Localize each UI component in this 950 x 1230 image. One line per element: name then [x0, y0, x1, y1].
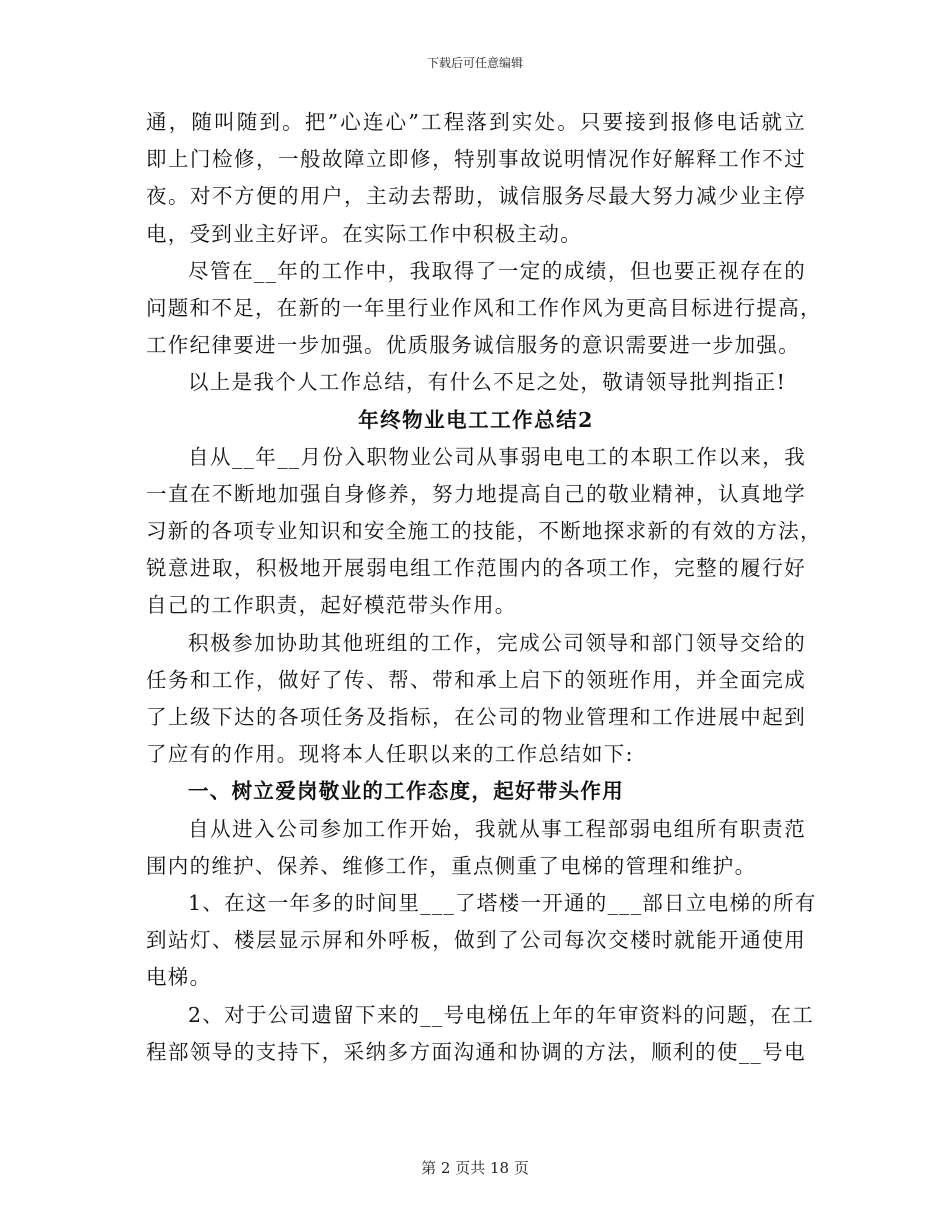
text-line: 程部领导的支持下，采纳多方面沟通和协调的方法，顺利的使__号电: [146, 1039, 806, 1064]
document-body: [146, 104, 822, 1071]
text-line: 以上是我个人工作总结，有什么不足之处，敬请领导批判指正!: [188, 370, 787, 395]
page-footer: 第 2 页共 18 页: [421, 1159, 529, 1177]
text-line: 尽管在__年的工作中，我取得了一定的成绩，但也要正视存在的: [188, 258, 806, 283]
text-line: 2、对于公司遗留下来的__号电梯伍上年的年审资料的问题，在工: [188, 1002, 815, 1027]
text-line: 自从__年__月份入职物业公司从事弱电电工的本职工作以来，我: [188, 444, 806, 469]
section-heading: 一、树立爱岗敬业的工作态度，起好带头作用: [188, 779, 624, 804]
text-line: 1、在这一年多的时间里___了塔楼一开通的___部日立电梯的所有: [188, 890, 817, 915]
text-line: 问题和不足，在新的一年里行业作风和工作作风为更高目标进行提高，: [146, 295, 822, 320]
text-line: 夜。对不方便的用户，主动去帮助，诚信服务尽最大努力减少业主停: [146, 184, 806, 209]
text-line: 到站灯、楼层显示屏和外呼板，做到了公司每次交楼时就能开通使用: [146, 928, 806, 953]
text-line: 工作纪律要进一步加强。优质服务诚信服务的意识需要进一步加强。: [146, 333, 800, 358]
text-line: 了应有的作用。现将本人任职以来的工作总结如下:: [146, 742, 634, 767]
page-header: 下载后可任意编辑: [426, 56, 523, 70]
text-line: 即上门检修，一般故障立即修，特别事故说明情况作好解释工作不过: [146, 147, 806, 172]
text-line: 自从进入公司参加工作开始，我就从事工程部弱电组所有职责范: [188, 816, 806, 841]
section-title: 年终物业电工工作总结2: [358, 407, 594, 432]
text-line: 通，随叫随到。把”心连心”工程落到实处。只要接到报修电话就立: [146, 110, 806, 134]
text-line: 围内的维护、保养、维修工作，重点侧重了电梯的管理和维护。: [146, 853, 757, 878]
text-line: 积极参加协助其他班组的工作，完成公司领导和部门领导交给的: [188, 630, 806, 655]
text-line: 电，受到业主好评。在实际工作中积极主动。: [146, 221, 582, 246]
text-line: 自己的工作职责，起好模范带头作用。: [146, 593, 517, 618]
text-line: 一直在不断地加强自身修养，努力地提高自己的敬业精神，认真地学: [146, 481, 806, 506]
text-line: 任务和工作，做好了传、帮、带和承上启下的领班作用，并全面完成: [146, 667, 806, 692]
text-line: 锐意进取，积极地开展弱电组工作范围内的各项工作，完整的履行好: [146, 556, 806, 581]
text-line: 电梯。: [146, 965, 212, 990]
text-line: 习新的各项专业知识和安全施工的技能，不断地探求新的有效的方法，: [146, 519, 822, 544]
text-line: 了上级下达的各项任务及指标，在公司的物业管理和工作进展中起到: [146, 705, 806, 729]
